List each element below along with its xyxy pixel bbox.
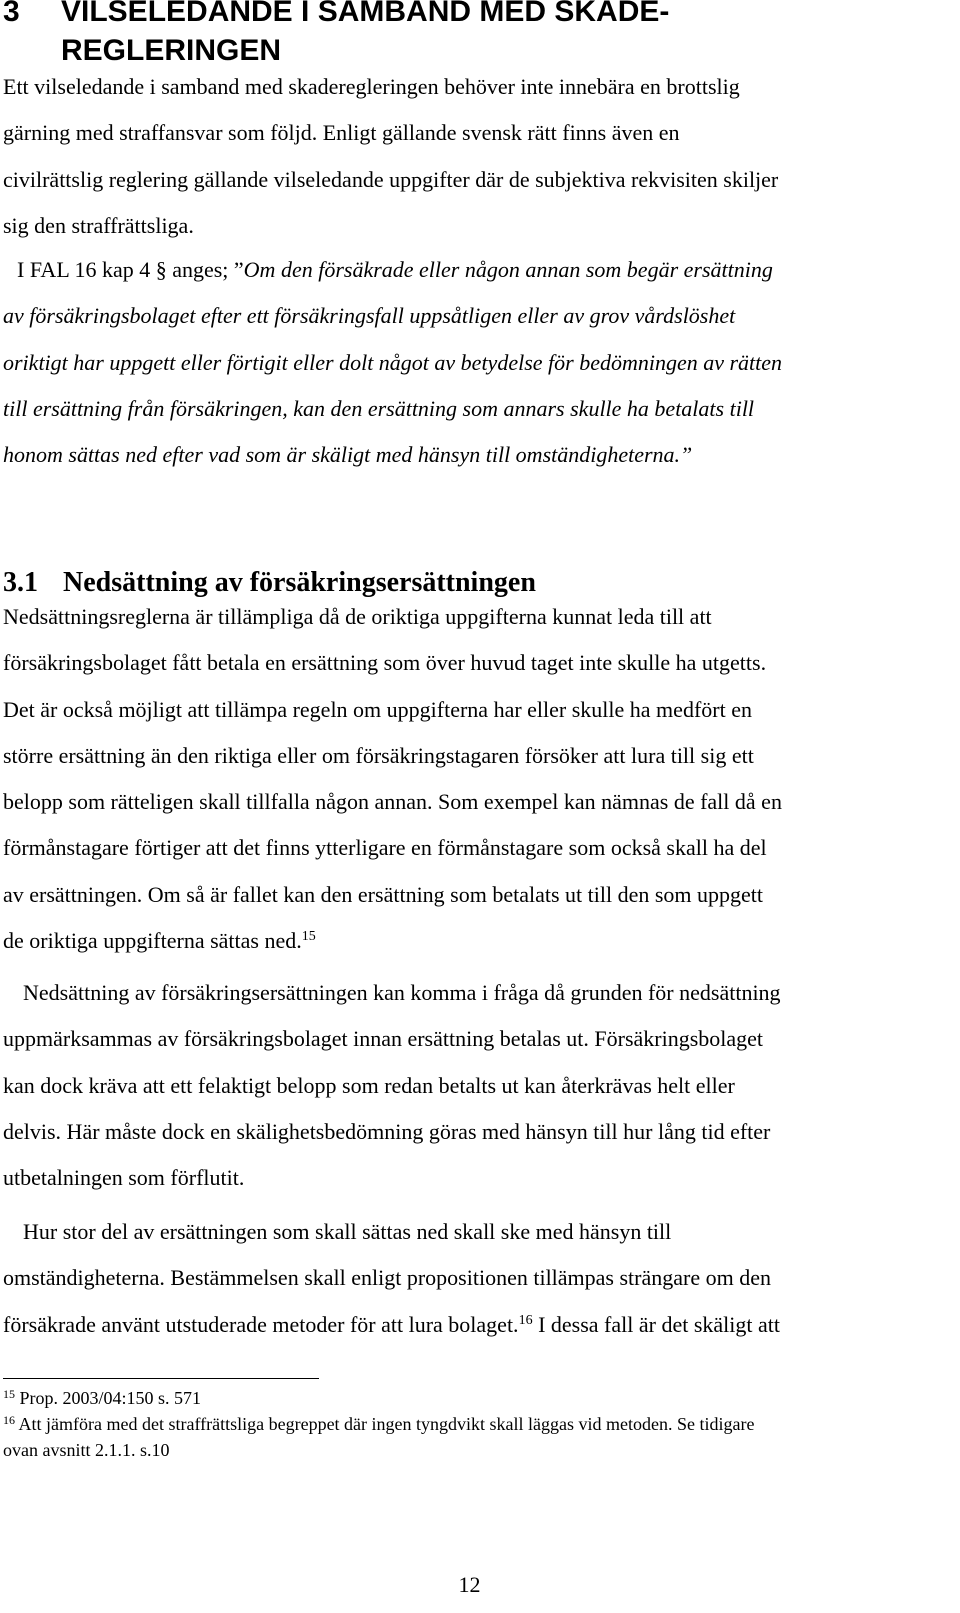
page-number: 12	[458, 1572, 481, 1597]
footnote-marker: 16	[3, 1413, 15, 1427]
footnote-text: Att jämföra med det straffrättsliga begreppet där ingen tyngdvikt skall läggas vid metoden. Se tidigare	[15, 1414, 755, 1434]
chapter-heading	[3, 0, 955, 70]
quote-line: honom sättas ned efter vad som är skäligt med hänsyn till omständigheterna.”	[3, 442, 693, 468]
text-line: förmånstagare förtiger att det finns ytterligare en förmånstagare som också skall ha del	[3, 835, 767, 861]
quote-line: av försäkringsbolaget efter ett försäkringsfall uppsåtligen eller av grov vårdslöshet	[3, 303, 736, 329]
text-line: Ett vilseledande i samband med skaderegleringen behöver inte innebära en brottslig	[3, 74, 740, 99]
paragraph-reduction-rules	[3, 594, 955, 964]
footnote-text-continued: ovan avsnitt 2.1.1. s.10	[3, 1440, 170, 1460]
quote-line: oriktigt har uppgett eller förtigit eller dolt något av betydelse för bedömningen av rätten	[3, 349, 783, 375]
text-line: Nedsättning av försäkringsersättningen kan komma i fråga då grunden för nedsättning	[23, 980, 781, 1005]
text-line: I dessa fall är det skäligt att	[532, 1311, 780, 1337]
text-line: Nedsättningsreglerna är tillämpliga då de oriktiga uppgifterna kunnat leda till att	[3, 604, 712, 629]
text-line: försäkringsbolaget fått betala en ersättning som över huvud taget inte skulle ha utgetts.	[3, 650, 767, 676]
chapter-title-line1: VILSELEDANDE I SAMBAND MED SKADE-	[61, 0, 670, 28]
paragraph-reduction-extent	[3, 1209, 955, 1348]
footnote-marker: 15	[3, 1387, 15, 1401]
footnote-15	[3, 1385, 955, 1411]
chapter-title-line2: REGLERINGEN	[61, 34, 282, 67]
text-line: civilrättslig reglering gällande vilseledande uppgifter där de subjektiva rekvisiten skiljer	[3, 166, 779, 192]
text-line: omständigheterna. Bestämmelsen skall enligt propositionen tillämpas strängare om den	[3, 1265, 771, 1291]
text-line: Det är också möjligt att tillämpa regeln om uppgifterna har eller skulle ha medfört en	[3, 696, 752, 722]
text-line: de oriktiga uppgifterna sättas ned.	[3, 928, 302, 954]
text-line: av ersättningen. Om så är fallet kan den ersättning som betalats ut till den som uppgett	[3, 881, 764, 907]
section-number: 3.1	[3, 567, 38, 598]
text-line: Hur stor del av ersättningen som skall sättas ned skall ske med hänsyn till	[23, 1219, 672, 1244]
text-line: större ersättning än den riktiga eller om försäkringstagaren försöker att lura till sig ett	[3, 742, 754, 768]
paragraph-reduction-timing	[3, 970, 955, 1201]
footnote-text: Prop. 2003/04:150 s. 571	[15, 1388, 202, 1408]
text-line: gärning med straffansvar som följd. Enligt gällande svensk rätt finns även en	[3, 120, 680, 146]
paragraph-law-quote	[3, 247, 955, 478]
text-line: försäkrade använt utstuderade metoder för att lura bolaget.	[3, 1311, 519, 1337]
text-line: uppmärksammas av försäkringsbolaget innan ersättning betalas ut. Försäkringsbolaget	[3, 1026, 764, 1052]
text-line: utbetalningen som förflutit.	[3, 1165, 245, 1191]
text-line: kan dock kräva att ett felaktigt belopp som redan betalts ut kan återkrävas helt eller	[3, 1072, 735, 1098]
text-line: delvis. Här måste dock en skälighetsbedömning göras med hänsyn till hur lång tid efter	[3, 1118, 771, 1144]
footnote-divider	[3, 1378, 319, 1379]
paragraph-intro	[3, 64, 955, 249]
quote-intro: I FAL 16 kap 4 § anges; ”	[17, 257, 244, 282]
footnotes	[3, 1385, 955, 1463]
chapter-number: 3	[3, 0, 20, 28]
quote-line: Om den försäkrade eller någon annan som begär ersättning	[243, 257, 773, 282]
footnote-reference[interactable]: 16	[518, 1312, 533, 1328]
text-line: belopp som rätteligen skall tillfalla någon annan. Som exempel kan nämnas de fall då en	[3, 789, 782, 815]
footnote-16	[3, 1411, 955, 1437]
quote-line: till ersättning från försäkringen, kan den ersättning som annars skulle ha betalats till	[3, 395, 755, 421]
footnote-reference[interactable]: 15	[301, 929, 316, 945]
section-title: Nedsättning av försäkringsersättningen	[63, 567, 536, 598]
text-line: sig den straffrättsliga.	[3, 212, 194, 238]
